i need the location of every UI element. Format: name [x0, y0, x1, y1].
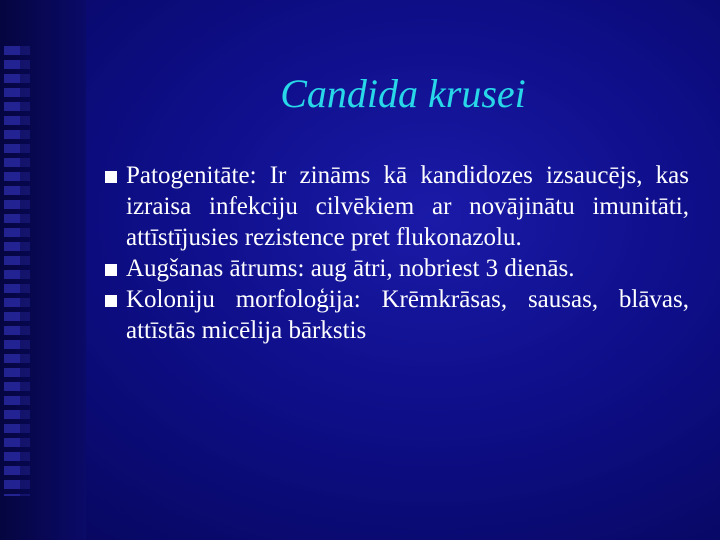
square-bullet-icon — [105, 264, 117, 276]
bullet-text: Koloniju morfoloģija: Krēmkrāsas, sausas, blāvas, attīstās micēlija bārkstis — [126, 286, 689, 344]
square-bullet-icon — [105, 295, 117, 307]
slide-title: Candida krusei — [280, 71, 526, 116]
square-bullet-icon — [105, 171, 117, 183]
bullet-list — [126, 160, 689, 346]
bullet-text: Patogenitāte: Ir zināms kā kandidozes izsaucējs, kas izraisa infekciju cilvēkiem ar novājinātu imunitāti, attīstījusies rezistence pret flukonazolu. — [126, 162, 689, 251]
left-decorative-strip — [0, 0, 86, 540]
bullet-item — [126, 284, 689, 346]
decorative-square-pattern-secondary — [20, 46, 30, 496]
bullet-text: Augšanas ātrums: aug ātri, nobriest 3 dienās. — [126, 255, 575, 282]
decorative-square-pattern — [4, 46, 20, 496]
bullet-item — [126, 160, 689, 253]
bullet-item — [126, 253, 689, 284]
